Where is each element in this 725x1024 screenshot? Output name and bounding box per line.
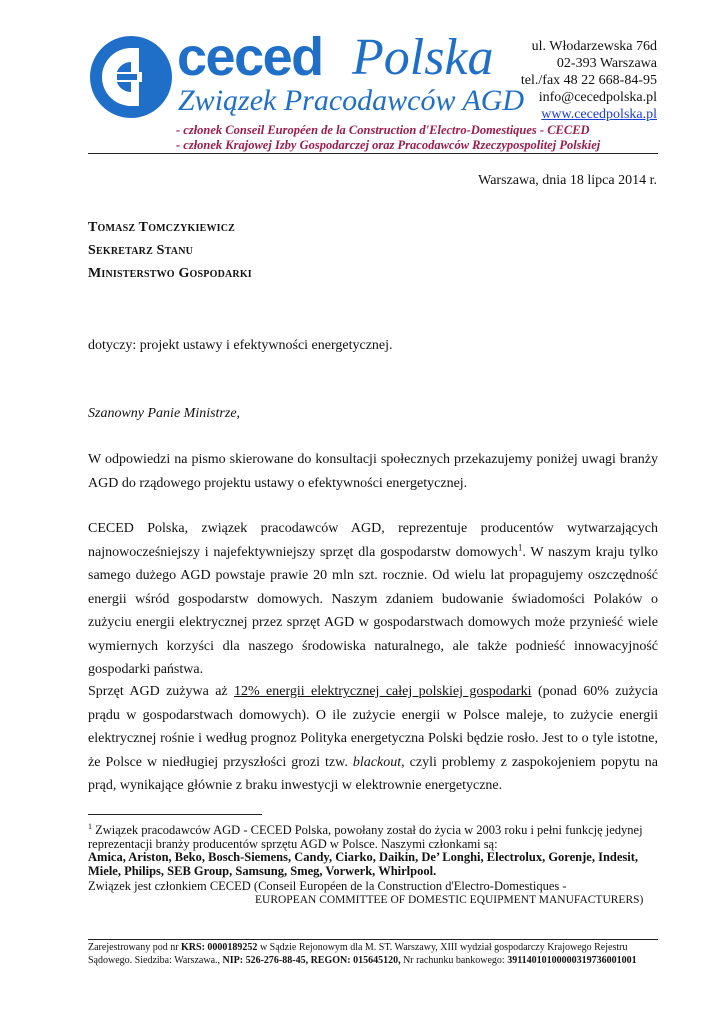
footnote-text xyxy=(88,820,658,851)
paragraph-3-part-a: Sprzęt AGD zużywa aż xyxy=(88,684,235,699)
recipient-org: Ministerstwo Gospodarki xyxy=(88,266,252,281)
brand-subtitle: Związek Pracodawców AGD xyxy=(178,84,525,117)
ceced-logo-icon xyxy=(88,34,174,120)
membership-ceced: - członek Conseil Européen de la Construction d'Electro-Domestiques - CECED xyxy=(176,123,590,137)
footnote-ceced-org: EUROPEAN COMMITTEE OF DOMESTIC EQUIPMENT MANUFACTURERS) xyxy=(255,894,644,906)
footnote-marker: 1 xyxy=(88,822,92,831)
recipient-title: Sekretarz Stanu xyxy=(88,243,194,258)
paragraph-2-part-b: . W naszym kraju tylko samego dużego AGD powstaje prawie 20 mln szt. rocznie. Od wielu lat propagujemy oszczędność energii wśród gospodarstw domowych. Naszym zdaniem budowanie świadomości Polaków o zużyciu energii elektrycznej przez sprzęt AGD w gospodarstwach domowych może przynieść wiele wymiernych korzyści dla naszego środowiska naturalnego, ale także podnieść innowacyjność gospodarki państwa. xyxy=(88,544,658,677)
footer-account-number: 39114010100000319736001001 xyxy=(507,955,637,966)
letter-date: Warszawa, dnia 18 lipca 2014 r. xyxy=(478,173,657,188)
paragraph-3-part-c: , czyli problemy z zaspokojeniem popytu na prąd, wynikające głównie z braku inwestycji w elektrownie energetyczne. xyxy=(88,754,658,793)
paragraph-3-italic: blackout xyxy=(352,754,402,770)
recipient-name: Tomasz Tomczykiewicz xyxy=(88,220,236,235)
address-street: ul. Włodarzewska 76d xyxy=(531,39,657,54)
membership-kig: - członek Krajowej Izby Gospodarczej oraz Pracodawców Rzeczypospolitej Polskiej xyxy=(176,138,601,152)
footnote-members: Amica, Ariston, Beko, Bosch-Siemens, Candy, Ciarko, Daikin, De’ Longhi, Electrolux, Gorenje, Indesit, Miele, Philips, SEB Group, Samsung, Smeg, Vorwerk, Whirlpool. xyxy=(88,850,639,878)
phone-fax: tel./fax 48 22 668-84-95 xyxy=(520,73,657,88)
email: info@cecedpolska.pl xyxy=(538,90,657,105)
footnote-ceced: Związek jest członkiem CECED (Conseil Européen de la Construction d'Electro-Domestiques - xyxy=(88,879,567,893)
footnote-divider xyxy=(88,814,262,815)
salutation: Szanowny Panie Ministrze, xyxy=(88,406,241,421)
subject-line: dotyczy: projekt ustawy i efektywności energetycznej. xyxy=(88,338,393,353)
contact-block xyxy=(521,38,657,123)
footer-nip-regon: NIP: 526-276-88-45, REGON: 015645120, xyxy=(222,955,401,966)
footer-account-label: Nr rachunku bankowego: xyxy=(400,955,508,966)
header-divider xyxy=(88,153,658,154)
address-city: 02-393 Warszawa xyxy=(556,56,657,71)
paragraph-2 xyxy=(88,517,658,682)
footer-divider xyxy=(88,939,658,940)
brand-ceced: ceced xyxy=(177,27,323,87)
footnote-body: Związek pracodawców AGD - CECED Polska, powołany został do życia w 2003 roku i pełni funkcję jedynej reprezentacji branży producentów sprzętu AGD w Polsce. Naszymi członkami są: xyxy=(88,823,643,852)
footer-reg-a: Zarejestrowany pod nr xyxy=(88,942,182,953)
paragraph-3 xyxy=(88,680,658,798)
footer-line-1 xyxy=(88,941,658,954)
footer-line-2 xyxy=(88,954,658,967)
paragraph-3-part-b: (ponad 60% zużycia prądu w gospodarstwach domowych). O ile zużycie energii w Polsce maleje, to zużycie energii elektrycznej rośnie i według prognoz Polityka energetyczna Polski będzie rosło. Jest to o tyle istotne, że Polsce w niedługiej przyszłości grozi tzw. xyxy=(88,684,658,770)
footer-reg-b: w Sądzie Rejonowym dla M. ST. Warszawy, XIII wydział gospodarczy Krajowego Rejestru xyxy=(257,942,628,953)
footnote-ref: 1 xyxy=(517,541,523,552)
footer-krs: KRS: 0000189252 xyxy=(181,942,258,953)
website-link[interactable]: www.cecedpolska.pl xyxy=(541,107,657,122)
paragraph-1: W odpowiedzi na pismo skierowane do konsultacji społecznych przekazujemy poniżej uwagi branży AGD do rządowego projektu ustawy o efektywności energetycznej. xyxy=(88,452,658,491)
brand-polska: Polska xyxy=(352,29,494,86)
paragraph-3-underlined: 12% energii elektrycznej całej polskiej gospodarki xyxy=(234,684,532,699)
footer-seat: Sądowego. Siedziba: Warszawa., xyxy=(88,955,223,966)
paragraph-2-part-a: CECED Polska, związek pracodawców AGD, reprezentuje producentów wytwarzających najnowocześniejszy i najefektywniejszy sprzęt dla gospodarstw domowych xyxy=(88,521,658,560)
